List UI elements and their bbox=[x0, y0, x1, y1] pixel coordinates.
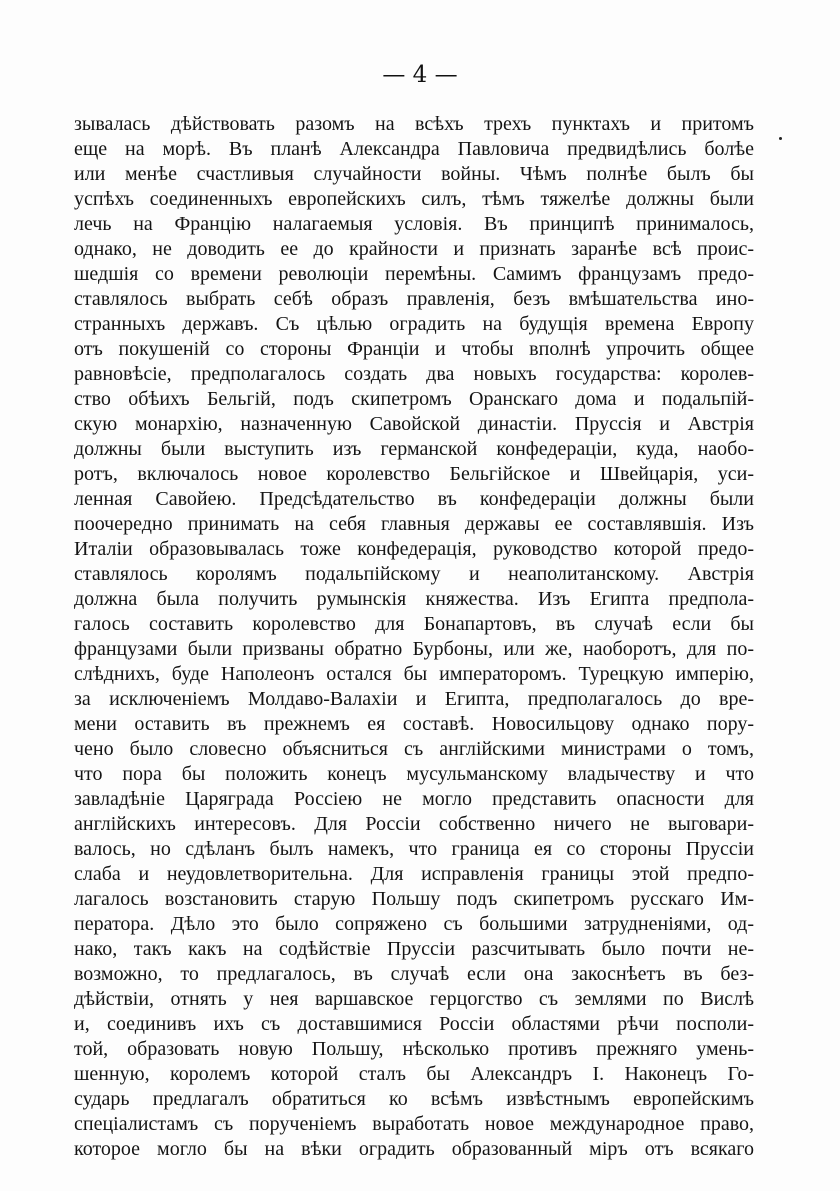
text-line: ство обѣихъ Бельгій, подъ скипетромъ Оранскаго дома и подальпій- bbox=[74, 388, 754, 410]
text-line: и, соединивъ ихъ съ доставшимися Россіи областями рѣчи посполи- bbox=[74, 1013, 754, 1035]
text-line: лечь на Францію налагаемыя условія. Въ принципѣ принималось, bbox=[74, 213, 754, 235]
ink-speck bbox=[779, 137, 782, 140]
text-line: Италіи образовывалась тоже конфедерація, руководство которой предо- bbox=[74, 538, 754, 560]
text-line: должна была получить румынскія княжества. Изъ Египта предпола- bbox=[74, 588, 754, 610]
text-line: скую монархію, назначенную Савойской династіи. Пруссія и Австрія bbox=[74, 413, 754, 435]
text-line: французами были призваны обратно Бурбоны, или же, наоборотъ, для по- bbox=[74, 638, 754, 660]
text-line: шенную, королемъ которой сталъ бы Александръ I. Наконецъ Го- bbox=[74, 1063, 754, 1085]
text-line: поочередно принимать на себя главныя державы ее составлявшія. Изъ bbox=[74, 513, 754, 535]
body-text bbox=[74, 112, 754, 1162]
text-line: валось, но сдѣланъ былъ намекъ, что граница ея со стороны Пруссіи bbox=[74, 838, 754, 860]
text-line: за исключеніемъ Молдаво-Валахіи и Египта, предполагалось до вре- bbox=[74, 688, 754, 710]
text-line: отъ покушеній со стороны Франціи и чтобы вполнѣ упрочить общее bbox=[74, 338, 754, 360]
text-line: которое могло бы на вѣки оградить образованный міръ отъ всякаго bbox=[74, 1138, 754, 1160]
text-line: слаба и неудовлетворительна. Для исправленія границы этой предпо- bbox=[74, 863, 754, 885]
text-line: успѣхъ соединенныхъ европейскихъ силъ, тѣмъ тяжелѣе должны были bbox=[74, 188, 754, 210]
text-line: ставлялось выбрать себѣ образъ правленія, безъ вмѣшательства ино- bbox=[74, 288, 754, 310]
text-line: должны были выступить изъ германской конфедераціи, куда, наобо- bbox=[74, 438, 754, 460]
text-line: шедшія со времени революціи перемѣны. Самимъ французамъ предо- bbox=[74, 263, 754, 285]
text-line: однако, не доводить ее до крайности и признать заранѣе всѣ проис- bbox=[74, 238, 754, 260]
text-line: или менѣе счастливыя случайности войны. Чѣмъ полнѣе былъ бы bbox=[74, 163, 754, 185]
text-line: сударь предлагалъ обратиться ко всѣмъ извѣстнымъ европейскимъ bbox=[74, 1088, 754, 1110]
text-line: странныхъ державъ. Съ цѣлью оградить на будущія времена Европу bbox=[74, 313, 754, 335]
text-line: спеціалистамъ съ порученіемъ выработать новое международное право, bbox=[74, 1113, 754, 1135]
text-line: возможно, то предлагалось, въ случаѣ если она закоснѣетъ въ без- bbox=[74, 963, 754, 985]
text-line: ротъ, включалось новое королевство Бельгійское и Швейцарія, уси- bbox=[74, 463, 754, 485]
text-line: чено было словесно объясниться съ англійскими министрами о томъ, bbox=[74, 738, 754, 760]
text-line: той, образовать новую Польшу, нѣсколько противъ прежняго умень- bbox=[74, 1038, 754, 1060]
text-line: зывалась дѣйствовать разомъ на всѣхъ трехъ пунктахъ и притомъ bbox=[74, 113, 754, 135]
text-line: ператора. Дѣло это было сопряжено съ большими затрудненіями, од- bbox=[74, 913, 754, 935]
text-line: что пора бы положить конецъ мусульманскому владычеству и что bbox=[74, 763, 754, 785]
text-line: ленная Савойею. Предсѣдательство въ конфедераціи должны были bbox=[74, 488, 754, 510]
text-line: равновѣсіе, предполагалось создать два новыхъ государства: королев- bbox=[74, 363, 754, 385]
page-number: — 4 — bbox=[382, 62, 458, 88]
text-line: дѣйствіи, отнять у нея варшавское герцогство съ землями по Вислѣ bbox=[74, 988, 754, 1010]
text-line: еще на морѣ. Въ планѣ Александра Павловича предвидѣлись болѣе bbox=[74, 138, 754, 160]
text-line: галось составить королевство для Бонапартовъ, въ случаѣ если бы bbox=[74, 613, 754, 635]
text-line: англійскихъ интересовъ. Для Россіи собственно ничего не выговари- bbox=[74, 813, 754, 835]
text-line: слѣднихъ, буде Наполеонъ остался бы императоромъ. Турецкую имперію, bbox=[74, 663, 754, 685]
text-line: лагалось возстановить старую Польшу подъ скипетромъ русскаго Им- bbox=[74, 888, 754, 910]
text-line: ставлялось королямъ подальпійскому и неаполитанскому. Австрія bbox=[74, 563, 754, 585]
text-line: завладѣніе Царяграда Россіею не могло представить опасности для bbox=[74, 788, 754, 810]
text-line: нако, такъ какъ на содѣйствіе Пруссіи разсчитывать было почти не- bbox=[74, 938, 754, 960]
text-line: мени оставить въ прежнемъ ея составѣ. Новосильцову однако пору- bbox=[74, 713, 754, 735]
